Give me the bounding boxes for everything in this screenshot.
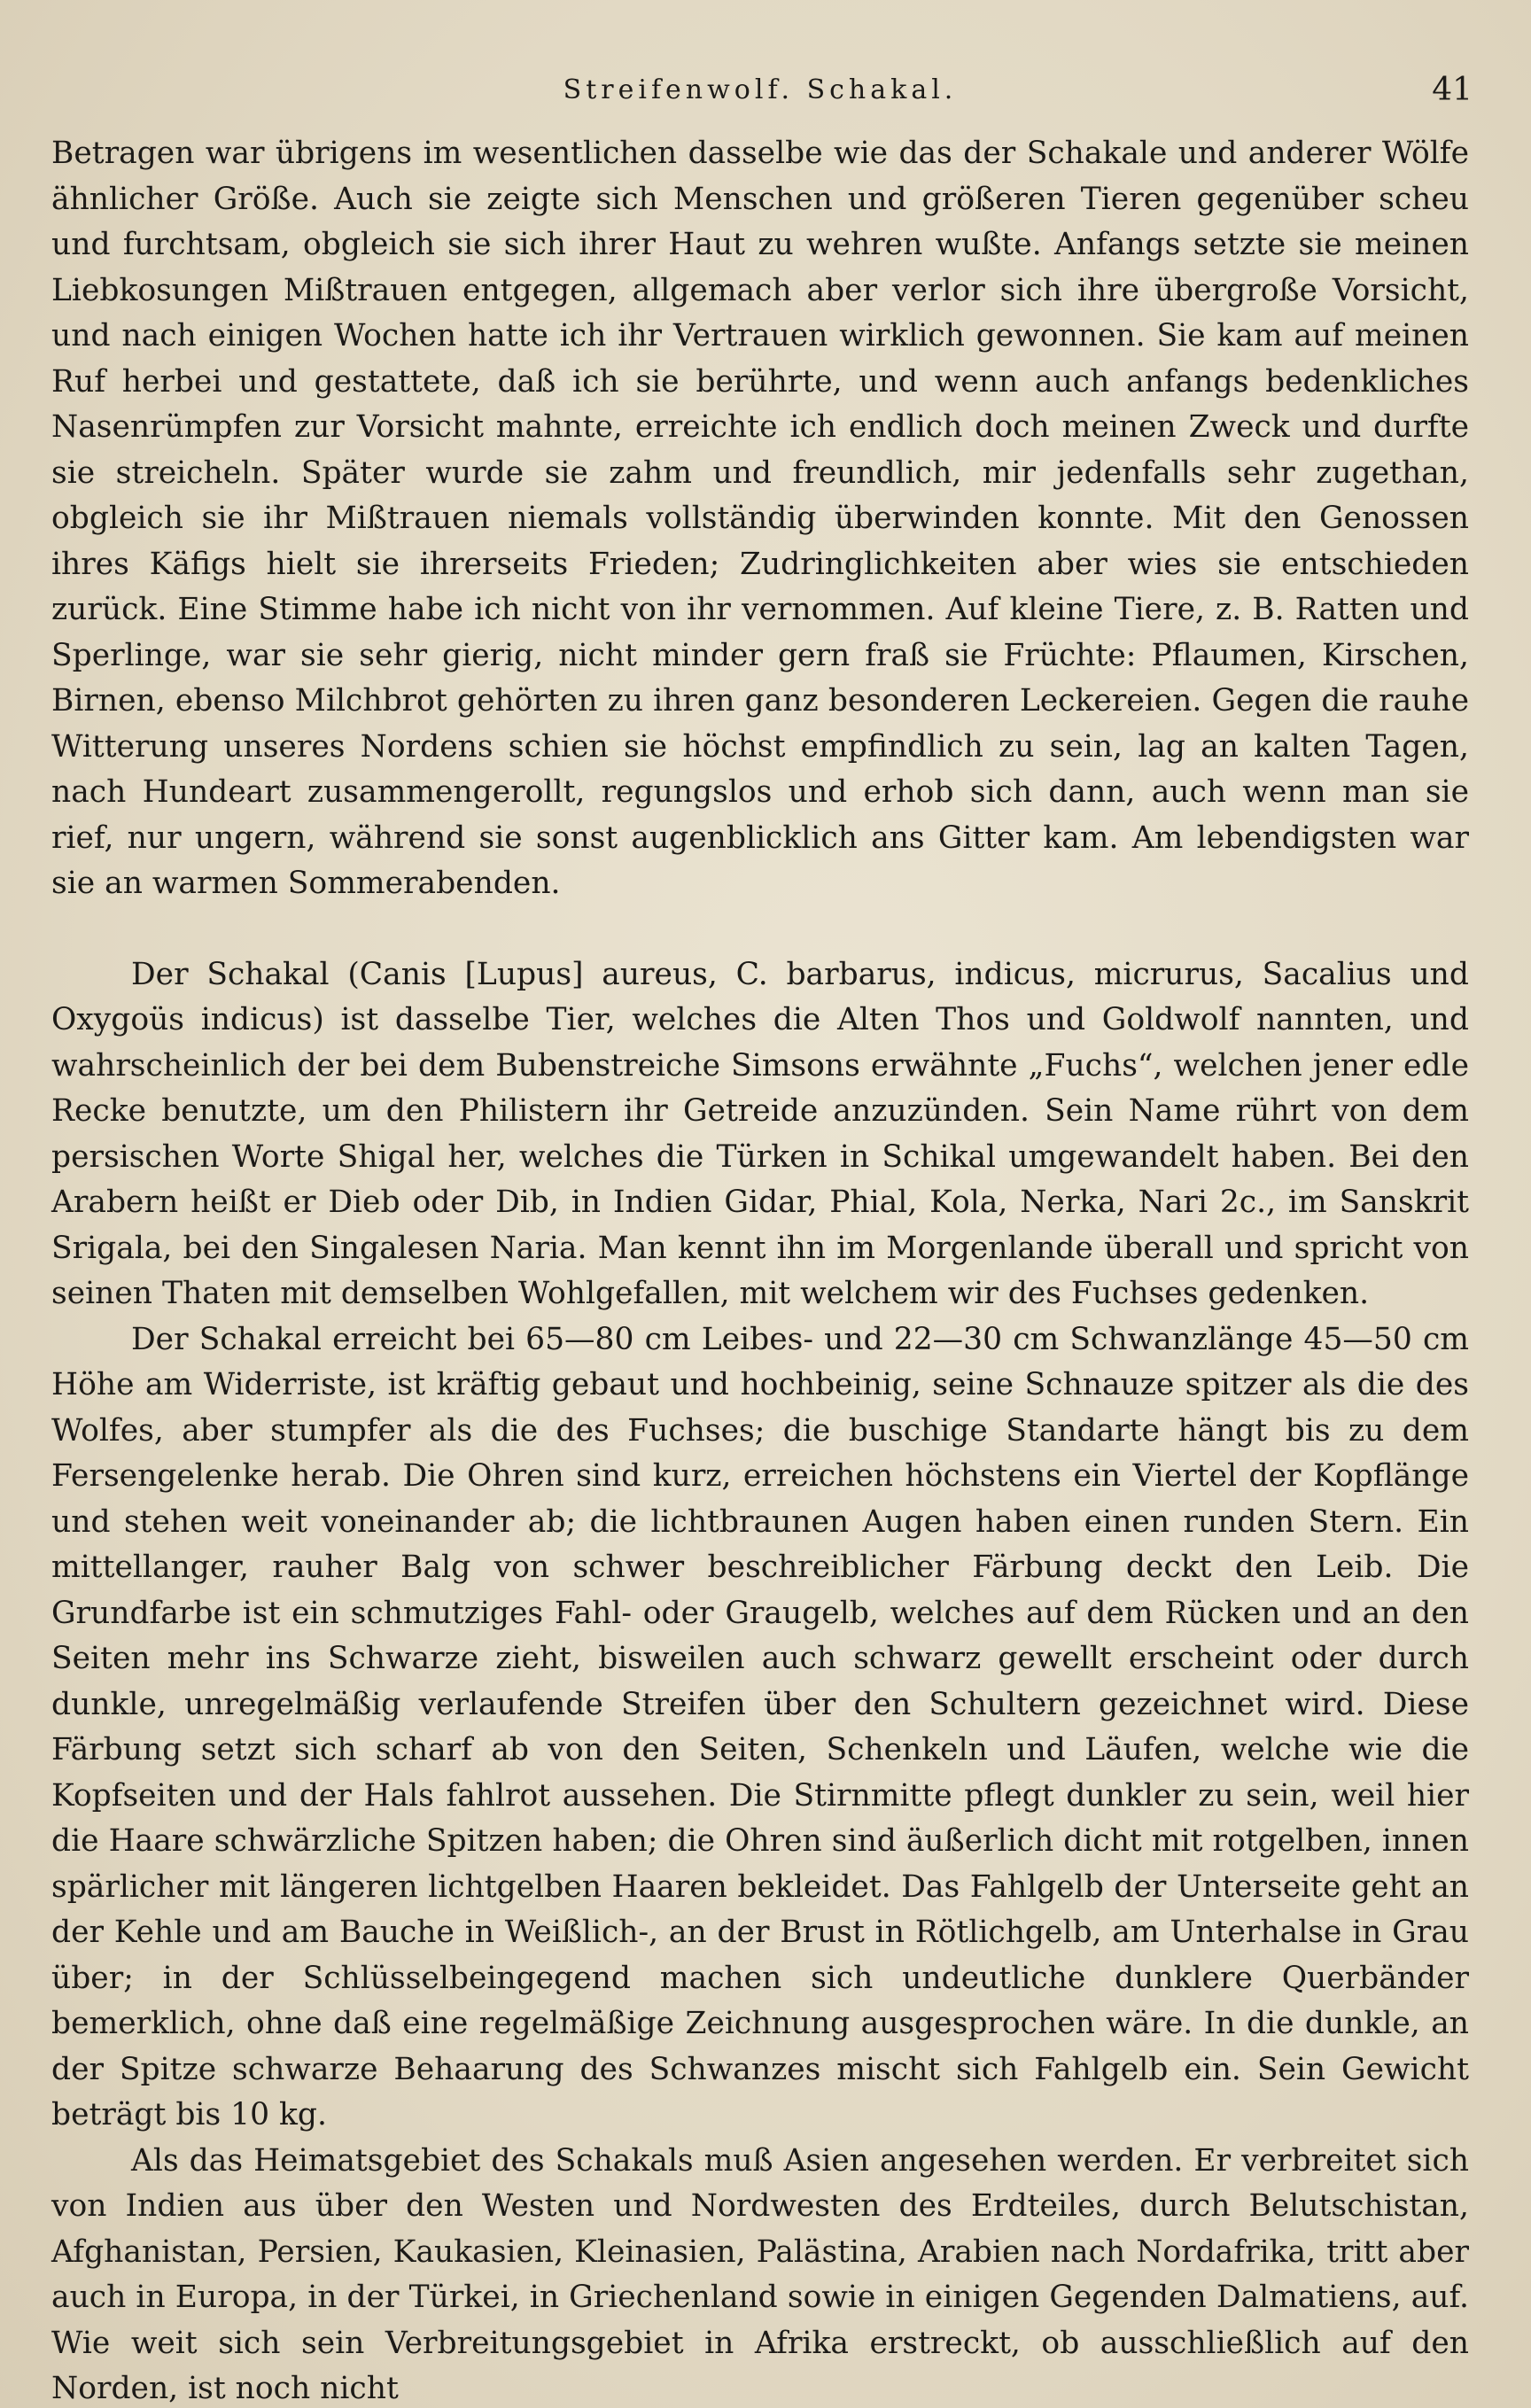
page-header — [51, 64, 1473, 117]
paragraph-schakal-range: Als das Heimatsgebiet des Schakals muß Asien angesehen werden. Er verbreitet sich von Indien aus über den Westen und Nordwesten des Erdteiles, durch Belutschistan, Afghanistan, Persien, Kaukasien, Kleinasien, Palästina, Arabien nach Nordafrika, tritt aber auch in Europa, in der Türkei, in Griechenland sowie in einigen Gegenden Dalmatiens, auf. Wie weit sich sein Verbreitungsgebiet in Afrika erstreckt, ob ausschließlich auf den Norden, ist noch nicht — [51, 2142, 1469, 2406]
running-head: Streifenwolf. Schakal. — [563, 74, 958, 105]
paragraph-schakal-intro: Der Schakal (Canis [Lupus] aureus, C. barbarus, indicus, micrurus, Sacalius und Oxygoüs indicus) ist dasselbe Tier, welches die Alten Thos und Goldwolf nannten, und wahrscheinlich der bei dem Bubenstreiche Simsons erwähnte „Fuchs“, welchen jener edle Recke benutzte, um den Philistern ihr Getreide anzuzünden. Sein Name rührt von dem persischen Worte Shigal her, welches die Türken in Schikal umgewandelt haben. Bei den Arabern heißt er Dieb oder Dib, in Indien Gidar, Phial, Kola, Nerka, Nari 2c., im Sanskrit Srigala, bei den Singalesen Naria. Man kennt ihn im Morgenlande überall und spricht von seinen Thaten mit demselben Wohlgefallen, mit welchem wir des Fuchses gedenken. — [51, 956, 1469, 1311]
page-number: 41 — [1432, 72, 1473, 108]
paragraph-schakal-description: Der Schakal erreicht bei 65—80 cm Leibes- und 22—30 cm Schwanzlänge 45—50 cm Höhe am Widerriste, ist kräftig gebaut und hochbeinig, seine Schnauze spitzer als die des Wolfes, aber stumpfer als die des Fuchses; die buschige Standarte hängt bis zu dem Fersengelenke herab. Die Ohren sind kurz, erreichen höchstens ein Viertel der Kopflänge und stehen weit voneinander ab; die lichtbraunen Augen haben einen runden Stern. Ein mittellanger, rauher Balg von schwer beschreiblicher Färbung deckt den Leib. Die Grundfarbe ist ein schmutziges Fahl- oder Graugelb, welches auf dem Rücken und an den Seiten mehr ins Schwarze zieht, bisweilen auch schwarz gewellt erscheint oder durch dunkle, unregelmäßig verlaufende Streifen über den Schultern gezeichnet wird. Diese Färbung setzt sich scharf ab von den Seiten, Schenkeln und Läufen, welche wie die Kopfseiten und der Hals fahlrot aussehen. Die Stirnmitte pflegt dunkler zu sein, weil hier die Haare schwärzliche Spitzen haben; die Ohren sind äußerlich dicht mit rotgelben, innen spärlicher mit längeren lichtgelben Haaren bekleidet. Das Fahlgelb der Unterseite geht an der Kehle und am Bauche in Weißlich-, an der Brust in Rötlichgelb, am Unterhalse in Grau über; in der Schlüsselbeingegend machen sich undeutliche dunklere Querbänder bemerklich, ohne daß eine regelmäßige Zeichnung ausgesprochen wäre. In die dunkle, an der Spitze schwarze Behaarung des Schwanzes mischt sich Fahlgelb ein. Sein Gewicht beträgt bis 10 kg. — [51, 1321, 1469, 2132]
paragraph-continuation: Betragen war übrigens im wesentlichen dasselbe wie das der Schakale und anderer Wölfe ähnlicher Größe. Auch sie zeigte sich Menschen und größeren Tieren gegenüber scheu und furchtsam, obgleich sie sich ihrer Haut zu wehren wußte. Anfangs setzte sie meinen Liebkosungen Mißtrauen entgegen, allgemach aber verlor sich ihre übergroße Vorsicht, und nach einigen Wochen hatte ich ihr Vertrauen wirklich gewonnen. Sie kam auf meinen Ruf herbei und gestattete, daß ich sie berührte, und wenn auch anfangs bedenkliches Nasenrümpfen zur Vorsicht mahnte, erreichte ich endlich doch meinen Zweck und durfte sie streicheln. Später wurde sie zahm und freundlich, mir jedenfalls sehr zugethan, obgleich sie ihr Mißtrauen niemals vollständig überwinden konnte. Mit den Genossen ihres Käfigs hielt sie ihrerseits Frieden; Zudringlichkeiten aber wies sie entschieden zurück. Eine Stimme habe ich nicht von ihr vernommen. Auf kleine Tiere, z. B. Ratten und Sperlinge, war sie sehr gierig, nicht minder gern fraß sie Früchte: Pflaumen, Kirschen, Birnen, ebenso Milchbrot gehörten zu ihren ganz besonderen Leckereien. Gegen die rauhe Witterung unseres Nordens schien sie höchst empfindlich zu sein, lag an kalten Tagen, nach Hundeart zusammengerollt, regungslos und erhob sich dann, auch wenn man sie rief, nur ungern, während sie sonst augenblicklich ans Gitter kam. Am lebendigsten war sie an warmen Sommerabenden. — [51, 136, 1469, 901]
body-text — [51, 131, 1469, 2408]
